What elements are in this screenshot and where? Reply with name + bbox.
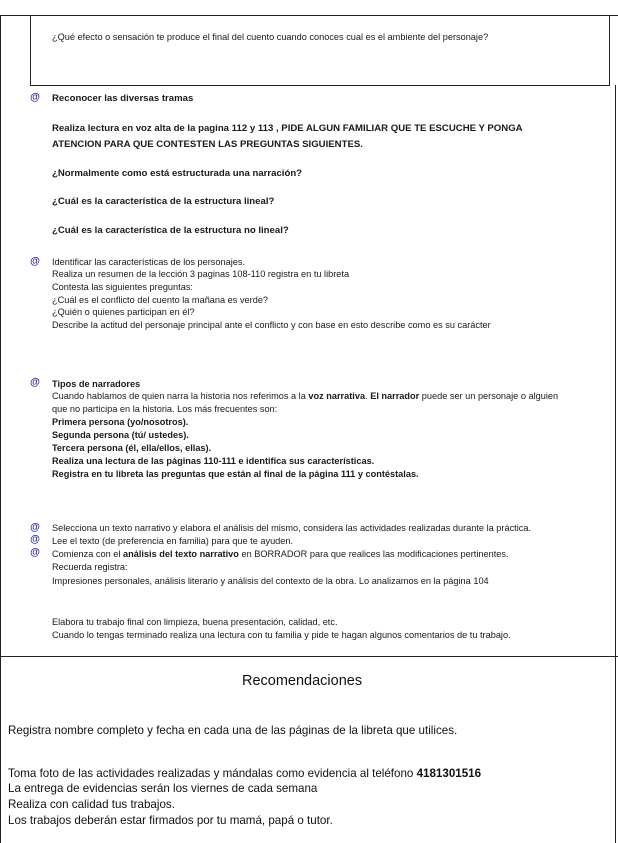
recomendacion-line-3: La entrega de evidencias serán los viernes de cada semana — [8, 782, 318, 795]
at-sign-bullet-icon: @ — [30, 547, 40, 558]
narradores-person-2: Segunda persona (tú/ ustedes). — [52, 430, 189, 440]
at-sign-bullet-icon: @ — [30, 534, 40, 545]
narradores-person-3: Tercera persona (él, ella/ellos, ellas). — [52, 443, 212, 453]
narradores-intro-c: . — [365, 391, 371, 401]
at-sign-bullet-icon: @ — [30, 92, 40, 103]
at-sign-bullet-icon: @ — [30, 377, 40, 388]
top-question: ¿Qué efecto o sensación te produce el final del cuento cuando conoces cual es el ambiente del personaje? — [52, 32, 489, 42]
personajes-line-1: Identificar las características de los personajes. — [52, 257, 246, 267]
narradores-intro-e: puede ser un personaje o alguien — [419, 391, 559, 401]
tramas-question-2: ¿Cuál es la característica de la estructura lineal? — [52, 196, 275, 207]
personajes-line-4: ¿Cuál es el conflicto del cuento la mañana es verde? — [52, 295, 269, 305]
recomendacion-line-2 — [8, 767, 481, 782]
recomendacion-line-4: Realiza con calidad tus trabajos. — [8, 798, 175, 811]
analisis-item-3 — [52, 549, 509, 561]
narradores-intro-line2: que no participa en la historia. Los más frecuentes son: — [52, 404, 278, 414]
at-sign-bullet-icon: @ — [30, 256, 40, 267]
page-right-edge — [615, 85, 616, 843]
narradores-el-narrador: El narrador — [370, 391, 420, 401]
narradores-intro-a: Cuando hablamos de quien narra la historia nos referimos a la — [52, 391, 309, 401]
narradores-heading: Tipos de narradores — [52, 379, 141, 389]
analisis-final-2: Cuando lo tengas terminado realiza una lectura con tu familia y pide te hagan algunos comentarios de tu trabajo. — [52, 630, 511, 640]
analisis-recuerda: Recuerda registra: — [52, 562, 128, 572]
narradores-person-1: Primera persona (yo/nosotros). — [52, 417, 189, 427]
analisis-impresiones: Impresiones personales, análisis literario y análisis del contexto de la obra. Lo analizamos en la página 104 — [52, 576, 489, 586]
tramas-instruction-line2: ATENCION PARA QUE CONTESTEN LAS PREGUNTAS SIGUIENTES. — [52, 139, 363, 150]
recomendacion-line-2-text: Toma foto de las actividades realizadas y mándalas como evidencia al teléfono — [8, 767, 417, 780]
narradores-intro-line1 — [52, 391, 558, 403]
phone-number: 4181301516 — [416, 767, 482, 780]
analisis-final-1: Elabora tu trabajo final con limpieza, buena presentación, calidad, etc. — [52, 617, 338, 627]
tramas-question-1: ¿Normalmente como está estructurada una narración? — [52, 168, 303, 179]
table-right-border — [609, 15, 610, 85]
analisis-item-1: Selecciona un texto narrativo y elabora el análisis del mismo, considera las actividades realizadas durante la práctica. — [52, 523, 532, 533]
table-row-divider — [30, 85, 610, 86]
narradores-voz-narrativa: voz narrativa — [308, 391, 366, 401]
analisis-item-3-c: en BORRADOR para que realices las modificaciones pertinentes. — [238, 549, 509, 559]
personajes-line-3: Contesta las siguientes preguntas: — [52, 282, 193, 292]
personajes-line-5: ¿Quién o quienes participan en él? — [52, 307, 195, 317]
page-left-edge — [0, 15, 1, 843]
tramas-question-3: ¿Cuál es la característica de la estructura no lineal? — [52, 225, 289, 236]
personajes-line-6: Describe la actitud del personaje principal ante el conflicto y con base en esto describe como es su carácter — [52, 320, 491, 330]
recomendacion-line-1: Registra nombre completo y fecha en cada una de las páginas de la libreta que utilices. — [8, 724, 458, 737]
analisis-texto-narrativo: análisis del texto narrativo — [122, 549, 239, 559]
at-sign-bullet-icon: @ — [30, 522, 40, 533]
table-top-border — [0, 15, 618, 16]
analisis-item-2: Lee el texto (de preferencia en familia) para que te ayuden. — [52, 536, 294, 546]
narradores-task-2: Registra en tu libreta las preguntas que están al final de la página 111 y contéstalas. — [52, 469, 419, 479]
tramas-instruction-line1: Realiza lectura en voz alta de la pagina 112 y 113 , PIDE ALGUN FAMILIAR QUE TE ESCUCHE Y PONGA — [52, 123, 523, 134]
personajes-line-2: Realiza un resumen de la lección 3 paginas 108-110 registra en tu libreta — [52, 269, 350, 279]
tramas-heading: Reconocer las diversas tramas — [52, 93, 194, 104]
table-bottom-border — [0, 656, 618, 657]
recomendaciones-title: Recomendaciones — [242, 673, 363, 689]
analisis-item-3-a: Comienza con el — [52, 549, 123, 559]
table-left-border — [30, 15, 31, 85]
recomendacion-line-5: Los trabajos deberán estar firmados por tu mamá, papá o tutor. — [8, 814, 333, 827]
narradores-task-1: Realiza una lectura de las páginas 110-111 e identifica sus características. — [52, 456, 375, 466]
